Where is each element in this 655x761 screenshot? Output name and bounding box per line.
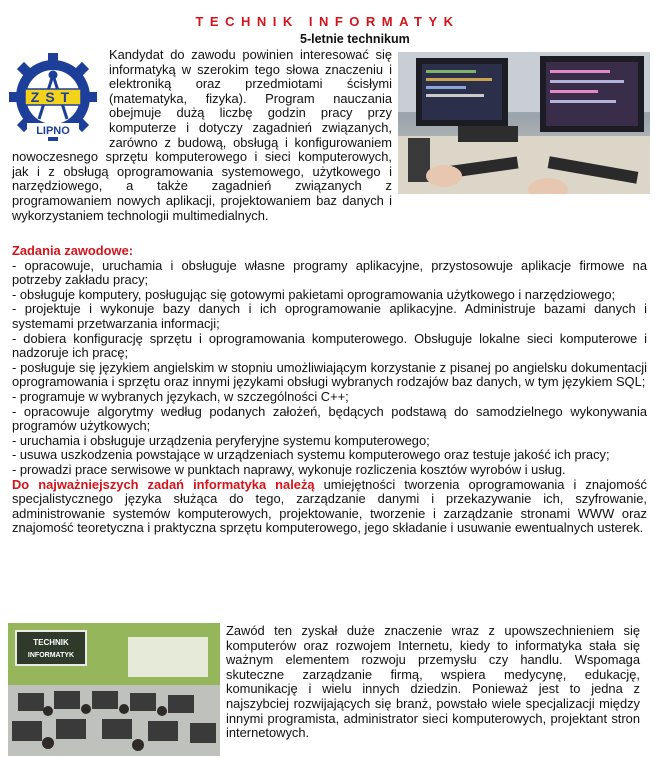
- key-tasks-lead: Do najważniejszych zadań informatyka należą: [12, 476, 315, 492]
- tasks-list: [12, 259, 647, 478]
- closing-paragraph: Zawód ten zyskał duże znaczenie wraz z upowszechnieniem się komputerów oraz rozwojem Internetu, kiedy to informatyka stała się ważnym elementem rozwoju przemysłu czy handlu. Wspomaga skuteczne zarządzanie firmą, wspiera medycynę, edukację, komunikację i wielu innych dziedzin. Ponieważ jest to jedna z najszybciej rozwijających się branż, powstało wiele specjalizacji między innymi programista, administrator sieci komputerowych, projektant stron internetowych.: [226, 623, 640, 741]
- list-item: - projektuje i wykonuje bazy danych i ich oprogramowanie aplikacyjne. Administruje bazami danych i systemami przetwarzania informacji;: [12, 301, 647, 331]
- tasks-section: [12, 244, 647, 536]
- monitor-icon: [416, 58, 508, 126]
- page-subtitle: 5-letnie technikum: [300, 32, 410, 46]
- list-item: - dobiera konfigurację sprzętu i oprogramowania komputerowego. Obsługuje lokalne sieci komputerowe i nadzoruje ich pracę;: [12, 330, 647, 361]
- list-item: - prowadzi prace serwisowe w punktach naprawy, wykonuje rozliczenia kosztów wyrobów i usług.: [12, 461, 566, 477]
- page-title: TECHNIK INFORMATYK: [195, 14, 460, 29]
- list-item: - obsługuje komputery, posługując się gotowymi pakietami oprogramowania użytkowego i narzędziowego;: [12, 286, 616, 302]
- classroom-photo: [8, 623, 220, 756]
- classroom-sign-line1: TECHNIK: [33, 638, 69, 647]
- key-tasks-paragraph: [12, 478, 647, 536]
- monitor-icon: [540, 56, 644, 132]
- list-item: - usuwa uszkodzenia powstające w urządzeniach systemu komputerowego oraz testuje jakość ich pracy;: [12, 447, 610, 463]
- classroom-sign-line2: INFORMATYK: [27, 652, 75, 659]
- list-item: - opracowuje, uruchamia i obsługuje własne programy aplikacyjne, przystosowuje aplikacje firmowe na potrzeby zakładu pracy;: [12, 257, 647, 288]
- list-item: - uruchamia i obsługuje urządzenia peryferyjne systemu komputerowego;: [12, 432, 430, 448]
- logo-text: ZST: [30, 89, 76, 105]
- logo-caption: LIPNO: [36, 125, 70, 137]
- intro-text: Kandydat do zawodu powinien interesować się informatyką w szerokim tego słowa znaczeniu i elektroniką oraz przedmiotami ścisłymi (matematyka, fizyka). Program nauczania obejmuje dużą liczbę godzin pracy przy komputerze i dotyczy zagadnień związanych, zarówno z budową, obsługą i konfigurowaniem nowoczesnego sprzętu komputerowego i sieci komputerowych, jak i z obsługą oprogramowania systemowego, użytkowego i narzędziowego, a także zagadnień związanych z programowaniem nowych aplikacji, projektowaniem baz danych i wykorzystaniem technologii multimedialnych.: [12, 47, 392, 223]
- key-tasks-text: umiejętności tworzenia oprogramowania i znajomość specjalistycznego języka służąca do tego, zarządzanie danymi i przekazywanie ich, szyfrowanie, administrowanie systemów komputerowych, projektowanie, tworzenie i zarządzanie stronami WWW oraz znajomość teoretyczna i praktyczna sprzętu komputerowego, jego składanie i usuwanie ewentualnych usterek.: [12, 476, 647, 536]
- computer-lab-photo: [398, 52, 650, 194]
- tasks-heading: Zadania zawodowe:: [12, 243, 134, 258]
- school-logo: [7, 45, 99, 145]
- list-item: - opracowuje algorytmy według podanych założeń, będących podstawą do samodzielnego wykonywania programów użytkowych;: [12, 403, 647, 434]
- list-item: - programuje w wybranych językach, w szczególności C++;: [12, 388, 349, 404]
- list-item: - posługuje się językiem angielskim w stopniu umożliwiającym korzystanie z pisanej po angielsku dokumentacji oprogramowania i sprzętu oraz innymi językami obsługi wybranych rodzajów baz danych, w tym językiem SQL;: [12, 359, 647, 390]
